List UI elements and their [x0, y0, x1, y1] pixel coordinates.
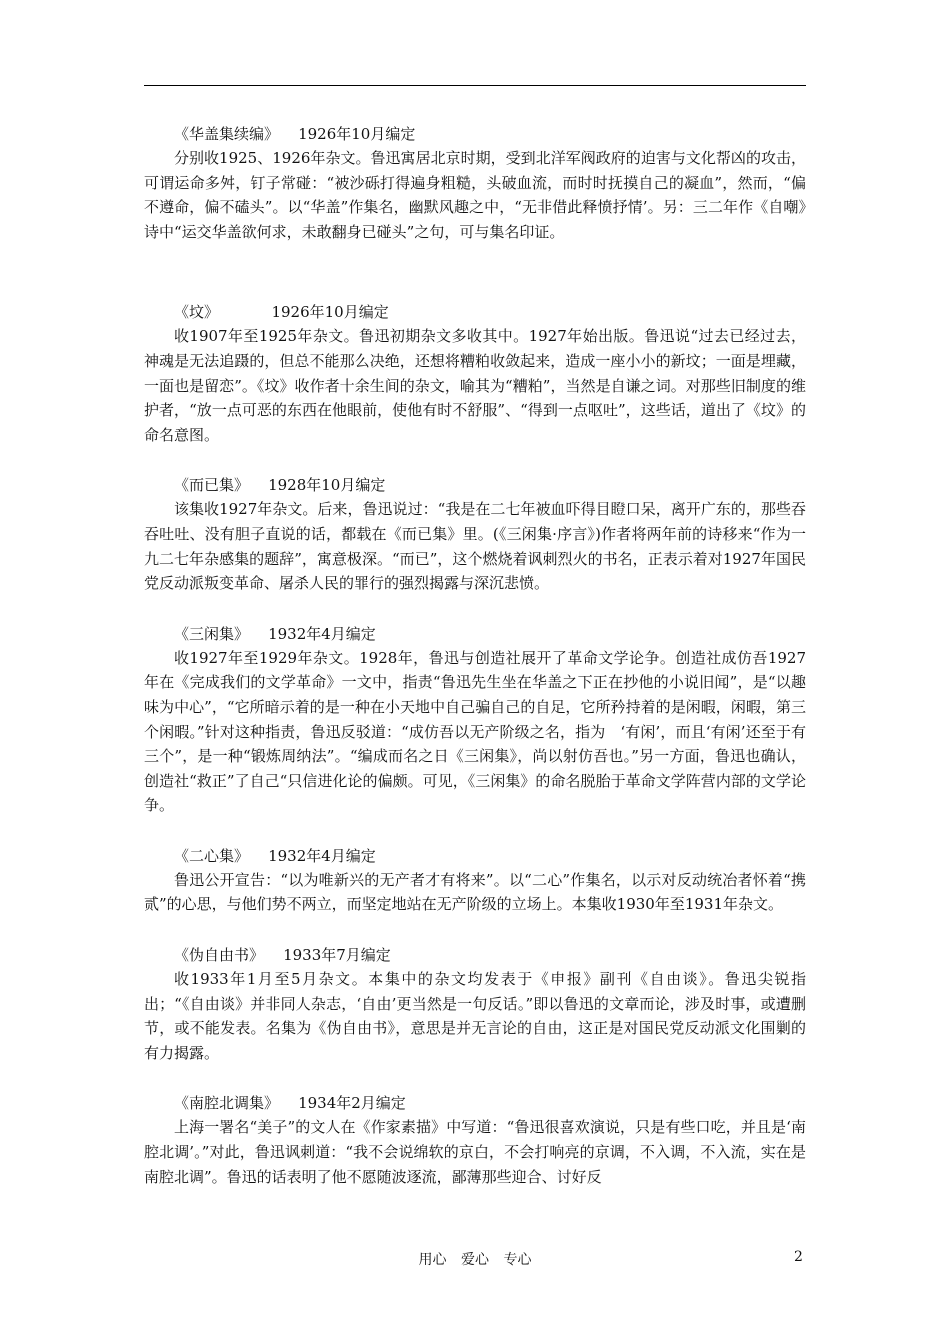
entry-text: 收1927年至1929年杂文。1928年，鲁迅与创造社展开了革命文学论争。创造社成仿吾1927年在《完成我们的文学革命》一文中，指责“鲁迅先生坐在华盖之下正在抄他的小说旧闻”，是“以趣味为中心”，“它所暗示着的是一种在小天地中自己骗自己的自足，它所矜持着的是闲暇，闲暇，第三个闲暇。”针对这种指责，鲁迅反驳道：“成仿吾以无产阶级之名，指为 ‘有闲’，而且‘有闲’还至于有三个”，是一种“锻炼周纳法”。“编成而名之日《三闲集》，尚以射仿吾也。”另一方面，鲁迅也确认，创造社“救正”了自己“只信进化论的偏颇。可见，《三闲集》的命名脱胎于革命文学阵营内部的文学论争。: [144, 648, 806, 815]
entry-title: 《二心集》: [174, 846, 250, 865]
header-rule: [144, 85, 806, 86]
entry-sanxian-ji: [144, 622, 806, 818]
entry-title: 《伪自由书》: [174, 946, 265, 965]
entry-heading: [144, 122, 806, 146]
entry-date: 1933年7月编定: [283, 946, 391, 965]
entry-heading: [144, 844, 806, 868]
entry-text: 上海一署名“美子”的文人在《作家素描》中写道：“鲁迅很喜欢演说，只是有些口吃，并且是‘南腔北调’。”对此，鲁迅讽刺道：“我不会说绵软的京白，不会打响亮的京调，不入调，不入流，实在是南腔北调”。鲁迅的话表明了他不愿随波逐流，鄙薄那些迎合、讨好反: [144, 1118, 806, 1186]
entry-date: 1932年4月编定: [268, 846, 376, 865]
entry-title: 《三闲集》: [174, 624, 250, 643]
entry-title: 《坟》: [174, 303, 220, 322]
page-number: 2: [794, 1249, 803, 1265]
entry-title: 《南腔北调集》: [174, 1094, 280, 1113]
entry-title: 《华盖集续编》: [174, 125, 280, 143]
entry-text: 分别收1925、1926年杂文。鲁迅寓居北京时期，受到北洋军阀政府的迫害与文化帮凶的攻击，可谓运命多舛，钉子常碰：“被沙砾打得遍身粗糙，头破血流，而时时抚摸自己的凝血”，然而，“偏不遵命，偏不磕头”。以“华盖”作集名，幽默风趣之中，“无非借此释愤抒情’。另：三二年作《自嘲》诗中“运交华盖欲何求，未敢翻身已碰头”之句，可与集名印证。: [144, 149, 806, 241]
entry-fen: [144, 300, 806, 447]
entry-heading: [144, 622, 806, 646]
entry-text: 收1907年至1925年杂文。鲁迅初期杂文多收其中。1927年始出版。鲁迅说“过去已经过去，神魂是无法追蹑的，但总不能那么决绝，还想将糟粕收敛起来，造成一座小小的新坟；一面是埋藏，一面也是留恋”。《坟》收作者十余生间的杂文，喻其为“糟粕”，当然是自谦之词。对那些旧制度的维护者，“放一点可恶的东西在他眼前，使他有时不舒服”、“得到一点呕吐”，这些话，道出了《坟》的命名意图。: [144, 327, 806, 444]
entry-huagai-xubian: [144, 122, 806, 244]
entry-eryi-ji: [144, 473, 806, 595]
entry-date: 1928年10月编定: [268, 476, 386, 495]
entry-date: 1926年10月编定: [298, 125, 416, 143]
entry-date: 1926年10月编定: [271, 303, 389, 322]
entry-title: 《而已集》: [174, 476, 250, 495]
entry-nanqiang-beidiao-ji: [144, 1091, 806, 1189]
entry-text: 该集收1927年杂文。后来，鲁迅说过：“我是在二七年被血吓得目瞪口呆，离开广东的，那些吞吞吐吐、没有胆子直说的话，都载在《而已集》里。(《三闲集·序言》)作者将两年前的诗移来“作为一九二七年杂感集的题辞”，寓意极深。“而已”，这个燃烧着讽刺烈火的书名，正表示着对1927年国民党反动派叛变革命、屠杀人民的罪行的强烈揭露与深沉悲愤。: [144, 500, 806, 593]
footer-motto: 用心 爱心 专心: [418, 1252, 532, 1268]
document-body: [144, 122, 806, 1189]
entry-erxin-ji: [144, 844, 806, 917]
entry-text: 收1933年1月至5月杂文。本集中的杂文均发表于《申报》副刊《自由谈》。鲁迅尖锐指出；“《自由谈》并非同人杂志，‘自由’更当然是一句反话。”即以鲁迅的文章而论，涉及时事，或遭删节，或不能发表。名集为《伪自由书》，意思是并无言论的自由，这正是对国民党反动派文化围剿的有力揭露。: [144, 970, 806, 1062]
entry-text: 鲁迅公开宣告：“以为唯新兴的无产者才有将来”。以“二心”作集名，以示对反动统冶者怀着“携贰”的心思，与他们势不两立，而坚定地站在无产阶级的立场上。本集收1930年至1931年杂文。: [144, 870, 806, 914]
entry-weiziyou-shu: [144, 943, 806, 1065]
entry-heading: [144, 1091, 806, 1115]
entry-date: 1934年2月编定: [298, 1094, 406, 1113]
entry-date: 1932年4月编定: [268, 624, 376, 643]
entry-heading: [144, 943, 806, 967]
entry-heading: [144, 473, 806, 497]
entry-heading: [144, 300, 806, 324]
